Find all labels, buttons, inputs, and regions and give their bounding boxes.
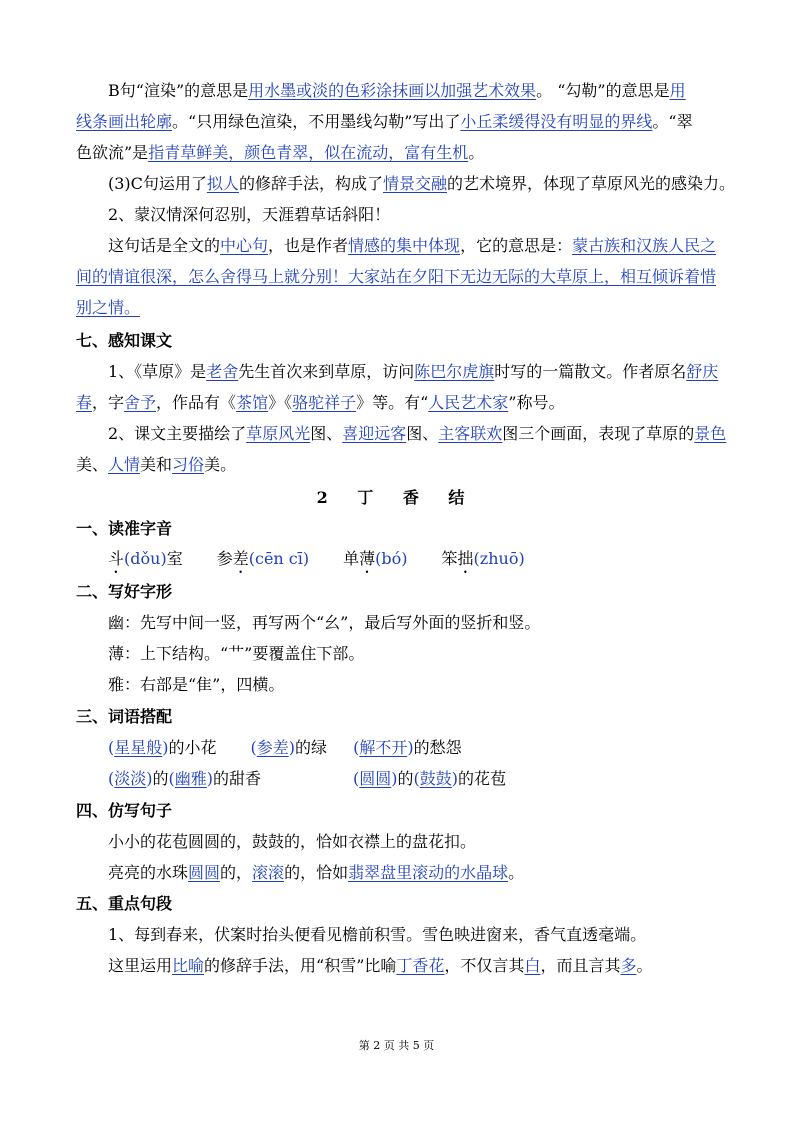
text-line: 春，字舍予，作品有《茶馆》《骆驼祥子》等。有“人民艺术家”称号。 <box>76 393 565 412</box>
page-footer: 第 2 页 共 5 页 <box>358 1039 435 1052</box>
section-heading: 五、重点句段 <box>76 894 173 913</box>
lesson-title: 2 丁 香 结 <box>316 488 477 507</box>
text-line: 间的情谊很深，怎么舍得马上就分别！大家站在夕阳下无边无际的大草原上，相互倾诉着惜 <box>76 267 717 286</box>
collocation-row: (星星般)的小花 (参差)的绿 (解不开)的愁怨 <box>108 738 462 757</box>
section-heading: 二、写好字形 <box>76 582 173 601</box>
text-line: 色欲流”是指青草鲜美，颜色青翠，似在流动，富有生机。 <box>76 143 485 162</box>
text-line: 线条画出轮廓。“只用绿色渲染，不用墨线勾勒”写出了小丘柔缓得没有明显的界线。“翠 <box>76 112 693 131</box>
text-line: 2、蒙汉情深何忍别，天涯碧草话斜阳！ <box>108 205 391 224</box>
collocation-row: (淡淡)的(幽雅)的甜香 <box>108 769 262 788</box>
text-line: 2、课文主要描绘了草原风光图、喜迎远客图、主客联欢图三个画面，表现了草原的景色 <box>108 424 727 443</box>
text-line: 1、《草原》是老舍先生首次来到草原，访问陈巴尔虎旗时写的一篇散文。作者原名舒庆 <box>108 362 719 381</box>
text-line: 美、人情美和习俗美。 <box>76 455 237 474</box>
section-heading: 七、感知课文 <box>76 331 173 350</box>
section-heading: 三、词语搭配 <box>76 707 173 726</box>
section-heading: 一、读准字音 <box>76 519 173 538</box>
text-line: 雅：右部是“隹”，四横。 <box>108 675 285 694</box>
text-line: (3)C句运用了拟人的修辞手法，构成了情景交融的艺术境界，体现了草原风光的感染力。 <box>108 174 735 193</box>
text-line: 别之情。 <box>76 298 141 317</box>
text-line: 这里运用比喻的修辞手法，用“积雪”比喻丁香花，不仅言其白，而且言其多。 <box>108 956 653 975</box>
text-line: 亮亮的水珠圆圆的，滚滚的，恰如翡翠盘里滚动的水晶球。 <box>108 863 525 882</box>
pronunciation-row: 斗(dǒu)室 参差(cēn cī) 单薄(bó) 笨拙(zhuō) <box>108 549 525 568</box>
text-line: 薄：上下结构。“艹”要覆盖住下部。 <box>108 644 365 663</box>
text-line: 1、每到春来，伏案时抬头便看见檐前积雪。雪色映进窗来，香气直透毫端。 <box>108 925 647 944</box>
text-line: 幽：先写中间一竖，再写两个“幺”，最后写外面的竖折和竖。 <box>108 613 541 632</box>
text-line: 这句话是全文的中心句，也是作者情感的集中体现，它的意思是：蒙古族和汉族人民之 <box>108 236 717 255</box>
text-line: 小小的花苞圆圆的，鼓鼓的，恰如衣襟上的盘花扣。 <box>108 832 477 851</box>
collocation-row: (圆圆)的(鼓鼓)的花苞 <box>353 769 507 788</box>
section-heading: 四、仿写句子 <box>76 801 173 820</box>
text-line: B句“渲染”的意思是用水墨或淡的色彩涂抹画以加强艺术效果。 “勾勒”的意思是用 <box>108 81 686 100</box>
